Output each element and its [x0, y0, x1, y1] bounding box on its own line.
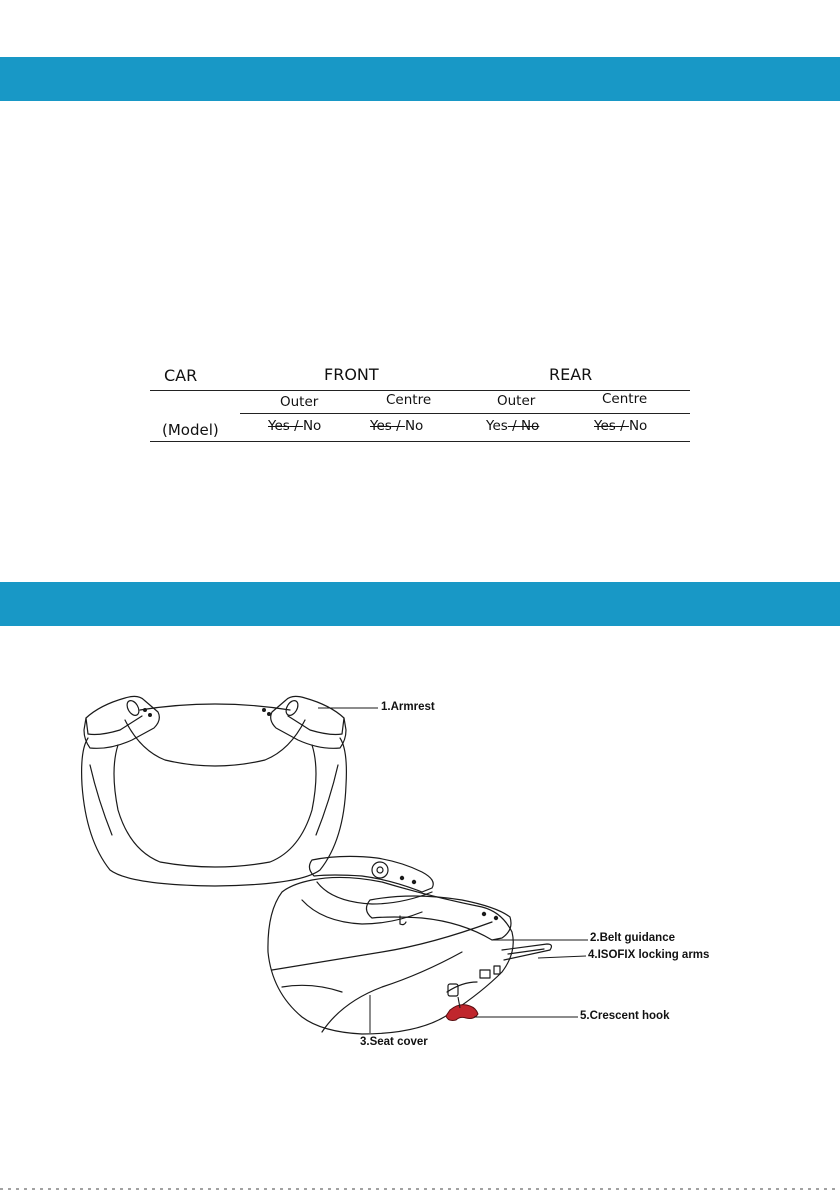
- front-centre-value: Yes / No: [370, 418, 424, 434]
- rear-outer-value: Yes / No: [486, 418, 540, 434]
- car-header: CAR: [164, 366, 198, 385]
- yes-option: Yes: [268, 418, 290, 434]
- armrest-label: 1.Armrest: [381, 701, 435, 713]
- rear-header: REAR: [549, 365, 593, 384]
- isofix-arms-label: 4.ISOFIX locking arms: [588, 949, 710, 961]
- rear-outer-header: Outer: [497, 393, 536, 409]
- rear-centre-value: Yes / No: [594, 418, 648, 434]
- front-header: FRONT: [324, 365, 379, 384]
- front-centre-header: Centre: [386, 392, 432, 408]
- yes-option: Yes: [370, 418, 392, 434]
- yes-option: Yes: [486, 418, 508, 434]
- model-label: (Model): [162, 421, 219, 439]
- crop-marks: [0, 1186, 840, 1192]
- no-option: No: [628, 418, 648, 434]
- no-option: No: [302, 418, 322, 434]
- rear-centre-header: Centre: [602, 391, 648, 407]
- front-outer-value: Yes / No: [268, 418, 322, 434]
- no-option: No: [520, 418, 540, 434]
- yes-option: Yes: [594, 418, 616, 434]
- seat-cover-label: 3.Seat cover: [360, 1036, 428, 1048]
- front-outer-header: Outer: [280, 394, 319, 410]
- no-option: No: [404, 418, 424, 434]
- belt-guidance-label: 2.Belt guidance: [590, 932, 675, 944]
- crescent-hook-label: 5.Crescent hook: [580, 1010, 670, 1022]
